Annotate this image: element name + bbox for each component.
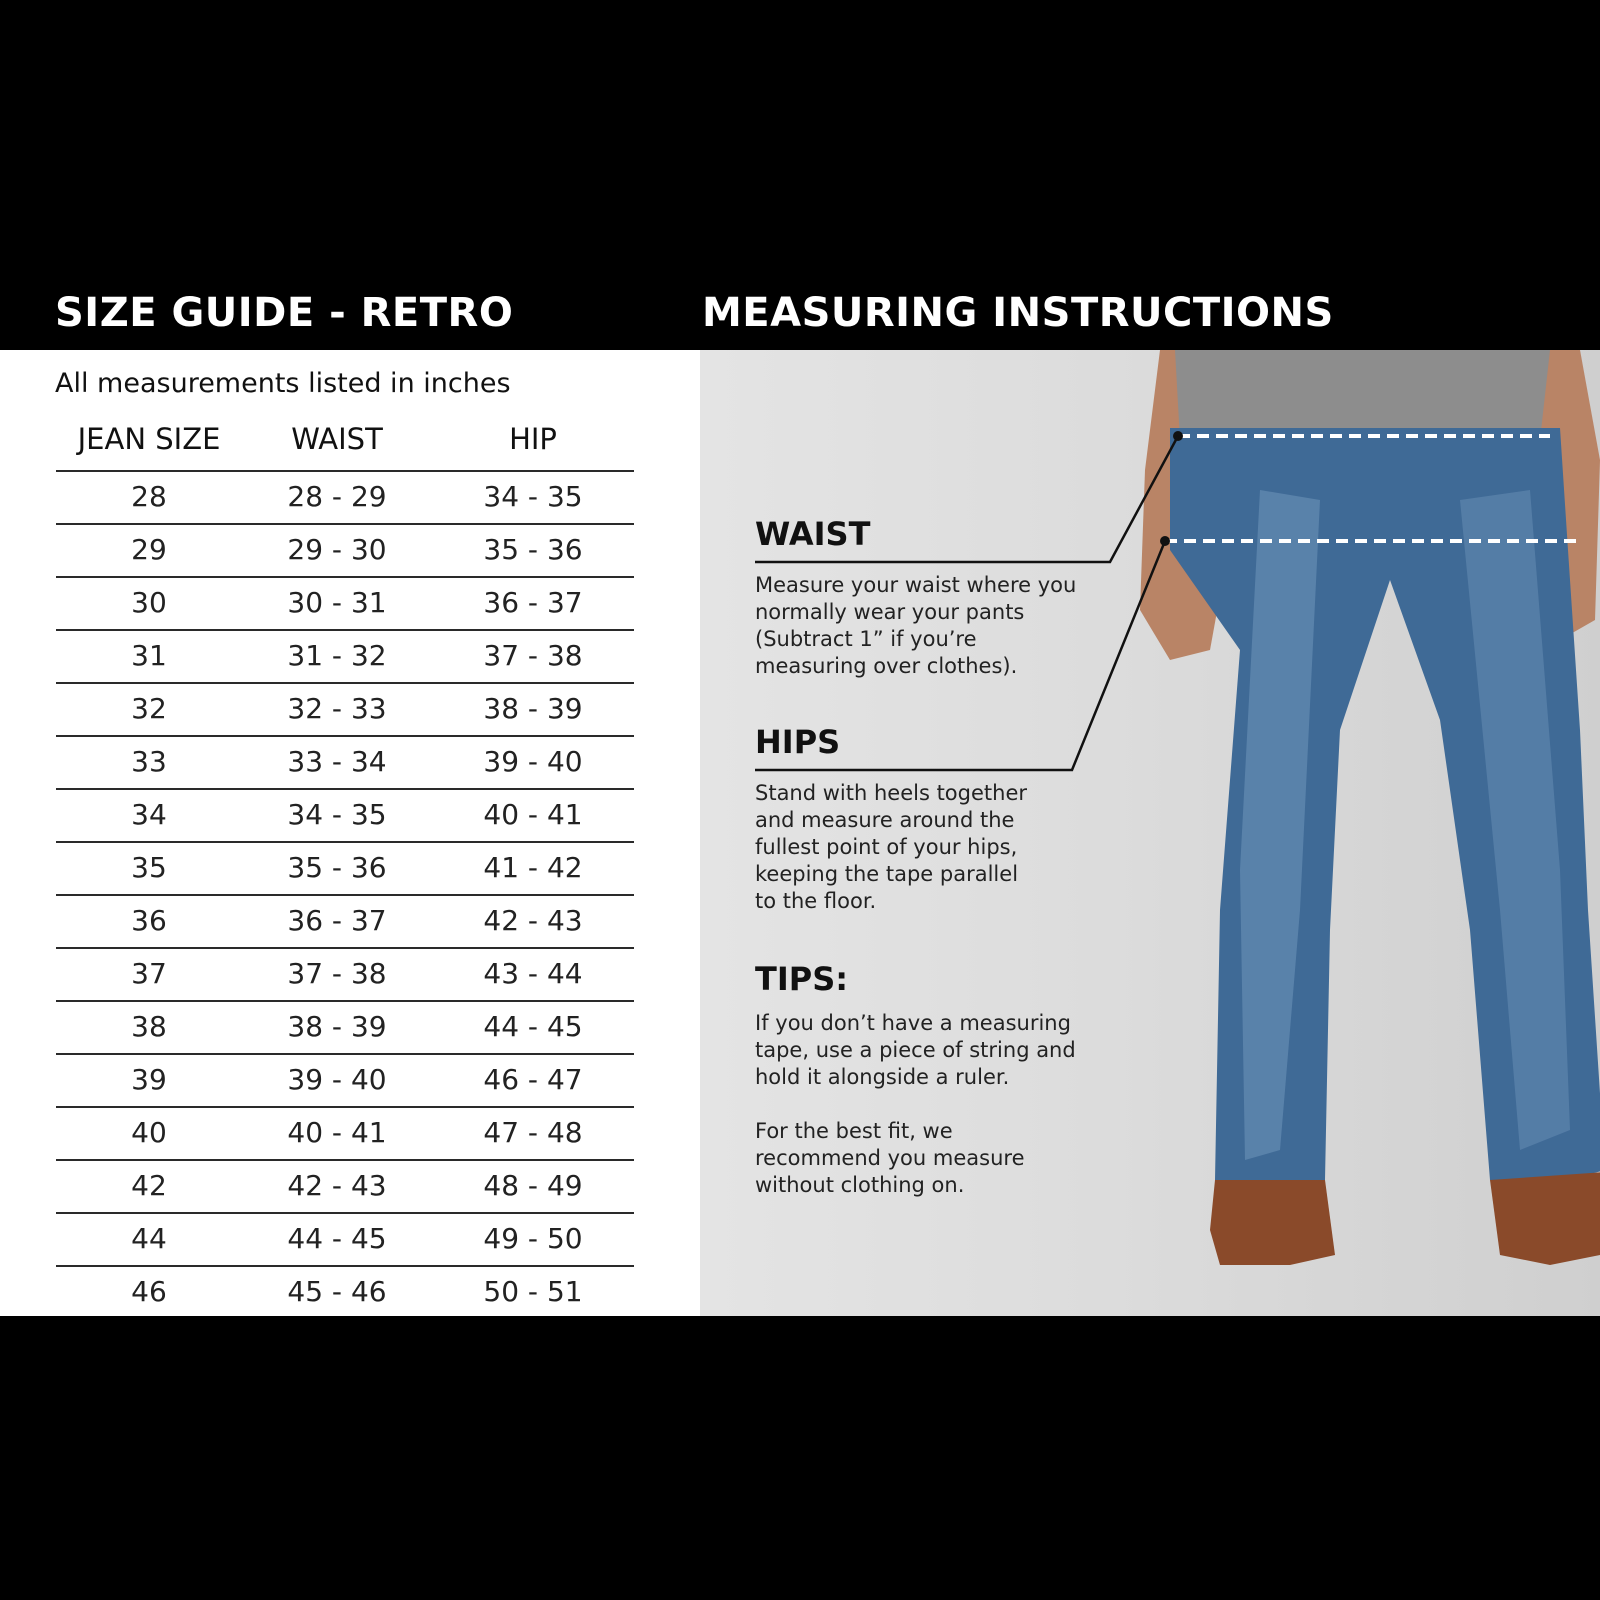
cell-waist: 37 - 38: [287, 957, 387, 990]
cell-waist: 34 - 35: [287, 798, 387, 831]
cell-jean-size: 31: [131, 639, 167, 672]
tips-text-2: For the best fit, we recommend you measure without clothing on.: [755, 1119, 1025, 1197]
cell-jean-size: 40: [131, 1116, 167, 1149]
table-row: [56, 629, 634, 682]
cell-waist: 29 - 30: [287, 533, 387, 566]
cell-hip: 41 - 42: [483, 851, 583, 884]
cell-hip: 50 - 51: [483, 1275, 583, 1308]
table-row: [56, 470, 634, 523]
header-band: [0, 0, 1600, 350]
measuring-instructions-title: MEASURING INSTRUCTIONS: [702, 290, 1334, 336]
cell-hip: 36 - 37: [483, 586, 583, 619]
cell-jean-size: 30: [131, 586, 167, 619]
cell-jean-size: 33: [131, 745, 167, 778]
cell-waist: 38 - 39: [287, 1010, 387, 1043]
cell-jean-size: 32: [131, 692, 167, 725]
waist-heading: WAIST: [755, 515, 871, 553]
cell-jean-size: 42: [131, 1169, 167, 1202]
cell-hip: 37 - 38: [483, 639, 583, 672]
hips-heading: HIPS: [755, 723, 841, 761]
measuring-panel: [700, 350, 1600, 1316]
cell-waist: 30 - 31: [287, 586, 387, 619]
tips-text-1: If you don’t have a measuring tape, use a piece of string and hold it alongside a ruler.: [755, 1011, 1076, 1089]
cell-waist: 31 - 32: [287, 639, 387, 672]
cell-hip: 40 - 41: [483, 798, 583, 831]
cell-waist: 28 - 29: [287, 480, 387, 513]
cell-waist: 40 - 41: [287, 1116, 387, 1149]
cell-hip: 39 - 40: [483, 745, 583, 778]
table-row: [56, 1053, 634, 1106]
cell-hip: 44 - 45: [483, 1010, 583, 1043]
tips-heading: TIPS:: [755, 960, 849, 998]
cell-hip: 35 - 36: [483, 533, 583, 566]
units-note: All measurements listed in inches: [55, 368, 511, 399]
left-boot: [1210, 1180, 1335, 1265]
cell-waist: 39 - 40: [287, 1063, 387, 1096]
column-header-jean-size: JEAN SIZE: [77, 422, 221, 456]
table-row: [56, 1000, 634, 1053]
cell-jean-size: 29: [131, 533, 167, 566]
size-guide-title: SIZE GUIDE - RETRO: [55, 290, 514, 336]
table-header: [56, 422, 634, 462]
cell-hip: 43 - 44: [483, 957, 583, 990]
cell-waist: 33 - 34: [287, 745, 387, 778]
table-row: [56, 788, 634, 841]
cell-waist: 42 - 43: [287, 1169, 387, 1202]
cell-hip: 34 - 35: [483, 480, 583, 513]
cell-jean-size: 37: [131, 957, 167, 990]
cell-jean-size: 34: [131, 798, 167, 831]
table-row: [56, 1159, 634, 1212]
table-row: [56, 523, 634, 576]
table-row: [56, 1212, 634, 1265]
right-boot: [1490, 1172, 1600, 1265]
table-row: [56, 576, 634, 629]
cell-hip: 47 - 48: [483, 1116, 583, 1149]
cell-waist: 45 - 46: [287, 1275, 387, 1308]
column-header-hip: HIP: [509, 422, 557, 456]
cell-jean-size: 39: [131, 1063, 167, 1096]
cell-hip: 46 - 47: [483, 1063, 583, 1096]
cell-waist: 44 - 45: [287, 1222, 387, 1255]
waist-instructions: Measure your waist where you normally wear your pants (Subtract 1” if you’re measuring over clothes).: [755, 573, 1077, 678]
cell-hip: 49 - 50: [483, 1222, 583, 1255]
cell-jean-size: 44: [131, 1222, 167, 1255]
cell-hip: 38 - 39: [483, 692, 583, 725]
cell-hip: 48 - 49: [483, 1169, 583, 1202]
shirt: [1175, 350, 1550, 440]
column-header-waist: WAIST: [291, 422, 383, 456]
table-row: [56, 1106, 634, 1159]
cell-waist: 35 - 36: [287, 851, 387, 884]
table-row: [56, 1265, 634, 1318]
table-row: [56, 735, 634, 788]
cell-jean-size: 28: [131, 480, 167, 513]
table-row: [56, 947, 634, 1000]
cell-waist: 36 - 37: [287, 904, 387, 937]
cell-waist: 32 - 33: [287, 692, 387, 725]
cell-jean-size: 38: [131, 1010, 167, 1043]
cell-hip: 42 - 43: [483, 904, 583, 937]
cell-jean-size: 36: [131, 904, 167, 937]
hips-instructions: Stand with heels together and measure around the fullest point of your hips, keeping the tape parallel to the floor.: [755, 781, 1028, 913]
table-row: [56, 894, 634, 947]
size-guide-panel: [0, 350, 700, 1316]
cell-jean-size: 46: [131, 1275, 167, 1308]
table-row: [56, 841, 634, 894]
cell-jean-size: 35: [131, 851, 167, 884]
table-row: [56, 682, 634, 735]
size-table: [56, 470, 634, 1318]
footer-band: [0, 1316, 1600, 1600]
